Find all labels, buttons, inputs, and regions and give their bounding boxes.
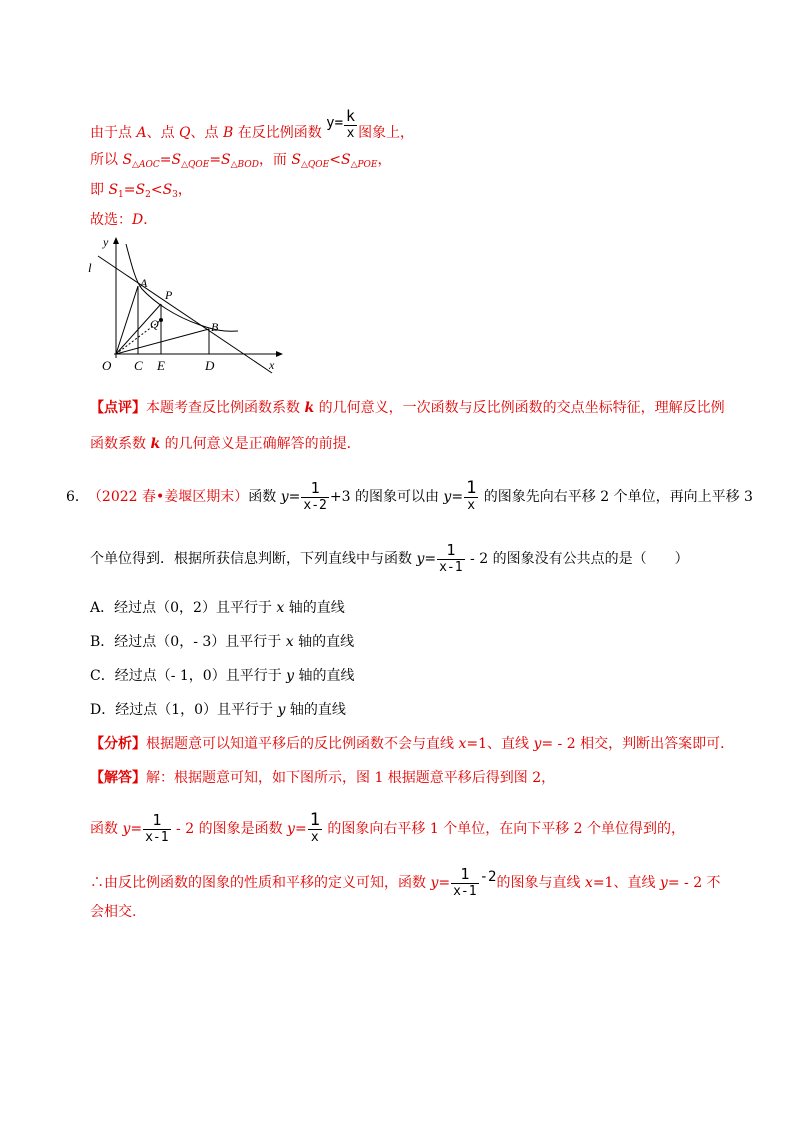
label-l: l <box>88 260 92 275</box>
option-d[interactable]: D．经过点（1，0）且平行于 y 轴的直线 <box>90 702 346 718</box>
solution-line-3: 即 $S_1=S_2<S_3$， <box>90 182 192 200</box>
comment-line-1: 【点评】本题考查反比例函数系数 k 的几何意义，一次函数与反比例函数的交点坐标特征，理解反比例 <box>90 400 725 416</box>
x-axis-arrow <box>276 351 283 357</box>
label-c: C <box>134 358 143 373</box>
label-q: Q <box>150 317 159 331</box>
answer-line-2: 函数 y= $\frac{1}{x-1}$ - 2 的图象是函数 y= $\frac{1}{x}$ 的图象向右平移 1 个单位，在向下平移 2 个单位得到的， <box>90 810 686 845</box>
fraction-1-over-x-1-conclusion: $\frac{1}{x-1}$ <box>453 865 477 899</box>
label-y: y <box>103 235 109 249</box>
solution-line-1: 由于点 A、点 Q、点 B 在反比例函数 y= $\frac{k}{x}$ 图象上， <box>90 107 415 141</box>
fraction-k-over-x: $\frac{k}{x}$ <box>346 107 356 141</box>
answer-tag: 【解答】 <box>90 770 146 786</box>
comment-line-2: 函数系数 k 的几何意义是正确解答的前提． <box>90 436 361 452</box>
analysis-tag: 【分析】 <box>90 736 146 752</box>
solution-line-4: 故选：D． <box>90 212 158 228</box>
fraction-1-over-x-1: $\frac{1}{x-1}$ <box>439 541 463 575</box>
fraction-1-over-x-1-answer: $\frac{1}{x-1}$ <box>145 811 169 845</box>
comment-tag: 【点评】 <box>90 400 146 416</box>
question-source: （2022 春•姜堰区期末） <box>94 489 249 505</box>
label-d: D <box>205 358 215 373</box>
label-o: O <box>102 358 112 373</box>
answer-line-4: 会相交. <box>90 904 137 920</box>
question-number: 6． <box>66 489 89 505</box>
hyperbola-figure <box>84 232 284 377</box>
label-e: E <box>157 358 165 373</box>
y-axis-arrow <box>113 237 119 244</box>
fraction-1-over-x: $\frac{1}{x}$ <box>466 478 477 513</box>
line-l <box>98 256 272 373</box>
option-a[interactable]: A．经过点（0，2）且平行于 x 轴的直线 <box>90 600 345 616</box>
segment-ob <box>116 329 209 354</box>
analysis-line: 【分析】根据题意可以知道平移后的反比例函数不会与直线 x=1、直线 y= - 2 相交，判断出答案即可． <box>90 736 735 752</box>
point-q <box>159 318 163 322</box>
option-b[interactable]: B．经过点（0，- 3）且平行于 x 轴的直线 <box>90 634 355 650</box>
option-c[interactable]: C．经过点（- 1，0）且平行于 y 轴的直线 <box>90 668 355 684</box>
question-6-line-2: 个单位得到．根据所获信息判断，下列直线中与函数 y= $\frac{1}{x-1}$ - 2 的图象没有公共点的是（ ） <box>90 541 689 575</box>
segment-oa <box>116 286 138 354</box>
answer-line-1: 【解答】解：根据题意可知，如下图所示，图 1 根据题意平移后得到图 2， <box>90 770 556 786</box>
label-x: x <box>269 358 275 372</box>
label-p: P <box>165 288 173 302</box>
label-a: A <box>140 276 148 290</box>
fraction-1-over-x-2: $\frac{1}{x-2}$ <box>303 479 327 513</box>
fraction-1-over-x-answer: $\frac{1}{x}$ <box>309 810 320 845</box>
question-6-line-1: 6． （2022 春•姜堰区期末）函数 y= $\frac{1}{x-2}$ +3 的图象可以由 y= $\frac{1}{x}$ 的图象先向右平移 2 个单位，再向上平移 3 <box>66 478 753 513</box>
answer-line-3: ∴由反比例函数的图象的性质和平移的定义可知，函数 y= $\frac{1}{x-1}$ -2的图象与直线 x=1、直线 y= - 2 不 <box>90 865 721 899</box>
solution-line-2: 所以 $S_{\triangle AOC}=S_{\triangle QOE}=S_{\triangle BOD}$，而 $S_{\triangle QOE}<S_{\triangle POE}$， <box>90 152 392 170</box>
label-b: B <box>211 320 219 334</box>
